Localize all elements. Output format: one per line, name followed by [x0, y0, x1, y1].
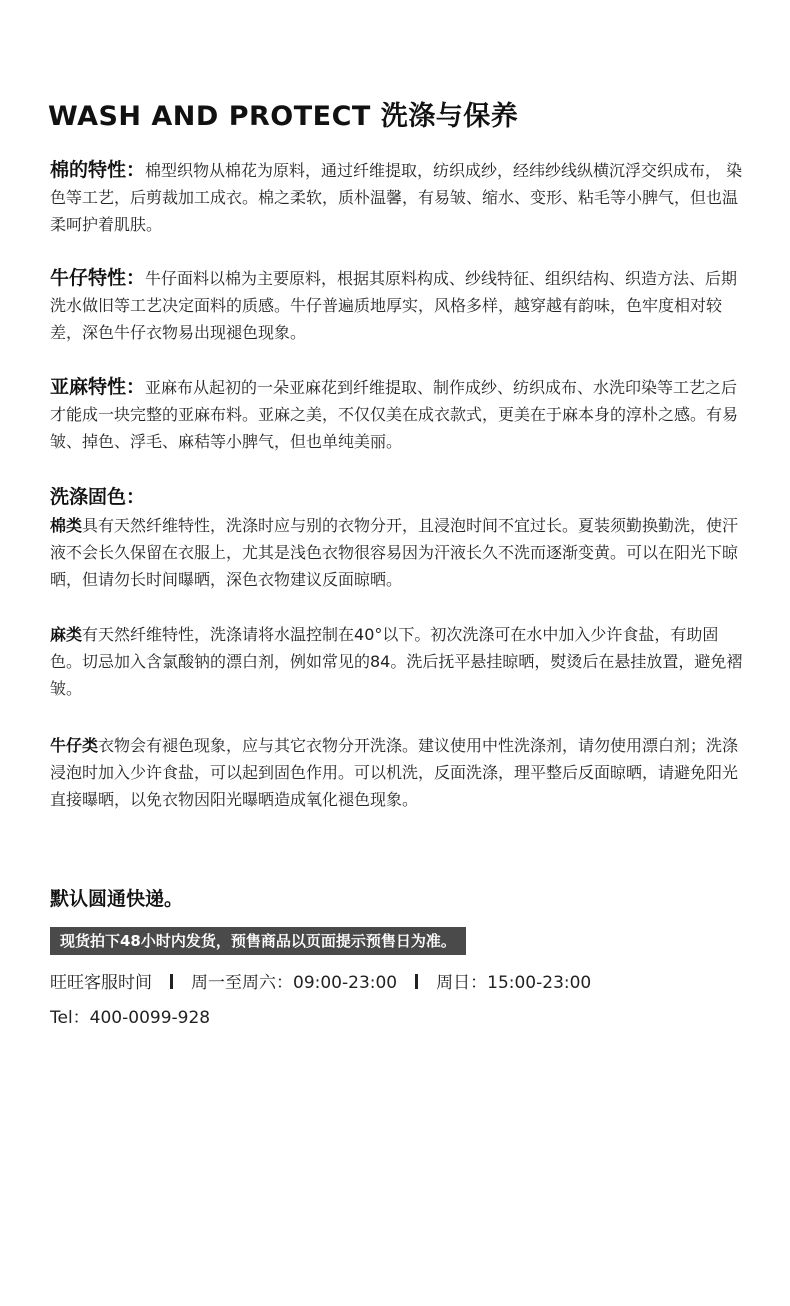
- wash-item-lead: 麻类: [50, 625, 83, 644]
- telephone: Tel：400-0099-928: [50, 1008, 211, 1028]
- denim-text: 牛仔面料以棉为主要原料，根据其原料构成、纱线特征、组织结构、织造方法、后期洗水做旧等工艺决定面料的质感。牛仔普遍质地厚实，风格多样，越穿越有韵味，色牢度相对较差，深色牛仔衣物易出现褪色现象。: [50, 269, 738, 342]
- wash-item-linen: [50, 621, 744, 702]
- wash-item-lead: 牛仔类: [50, 736, 99, 755]
- wash-item-text: 有天然纤维特性，洗涤请将水温控制在40°以下。初次洗涤可在水中加入少许食盐，有助固色。切忌加入含氯酸钠的漂白剂，例如常见的84。洗后抚平悬挂晾晒，熨烫后在悬挂放置，避免褶皱。: [50, 625, 743, 698]
- wash-item-lead: 棉类: [50, 516, 83, 535]
- sunday-hours: 周日：15:00-23:00: [436, 973, 592, 993]
- cotton-section: [50, 157, 744, 238]
- linen-text: 亚麻布从起初的一朵亚麻花到纤维提取、制作成纱、纺织成布、水洗印染等工艺之后才能成一块完整的亚麻布料。亚麻之美，不仅仅美在成衣款式，更美在于麻本身的淳朴之感。有易皱、掉色、浮毛、麻秸等小脾气，但也单纯美丽。: [50, 378, 739, 451]
- shipping-title: 默认圆通快递。: [50, 888, 184, 910]
- wash-item-cotton: [50, 512, 744, 593]
- shipping-notice-banner: 现货拍下48小时内发货，预售商品以页面提示预售日为准。: [50, 927, 466, 955]
- service-hours: [50, 968, 591, 993]
- wash-item-text: 衣物会有褪色现象，应与其它衣物分开洗涤。建议使用中性洗涤剂，请勿使用漂白剂；洗涤浸泡时加入少许食盐，可以起到固色作用。可以机洗，反面洗涤，理平整后反面晾晒，请避免阳光直接曝晒，以免衣物因阳光曝晒造成氧化褪色现象。: [50, 736, 739, 809]
- wash-section: [50, 482, 744, 593]
- separator: [170, 974, 173, 989]
- denim-section: [50, 265, 744, 346]
- linen-heading: 亚麻特性：: [50, 376, 146, 398]
- linen-section: [50, 374, 744, 455]
- separator: [415, 974, 418, 989]
- cotton-heading: 棉的特性：: [50, 159, 146, 181]
- weekday-hours: 周一至周六：09:00-23:00: [191, 973, 398, 993]
- wash-item-text: 具有天然纤维特性，洗涤时应与别的衣物分开，且浸泡时间不宜过长。夏装须勤换勤洗，使汗液不会长久保留在衣服上，尤其是浅色衣物很容易因为汗液长久不洗而逐渐变黄。可以在阳光下晾晒，但请勿长时间曝晒，深色衣物建议反面晾晒。: [50, 516, 739, 589]
- wash-item-denim: [50, 732, 744, 813]
- cotton-text: 棉型织物从棉花为原料，通过纤维提取，纺织成纱，经纬纱线纵横沉浮交织成布， 染色等工艺，后剪裁加工成衣。棉之柔软，质朴温馨，有易皱、缩水、变形、粘毛等小脾气，但也温柔呵护着肌肤。: [50, 161, 743, 234]
- wash-heading: 洗涤固色：: [50, 486, 146, 508]
- service-label: 旺旺客服时间: [50, 973, 152, 993]
- denim-heading: 牛仔特性：: [50, 267, 146, 289]
- page-title: WASH AND PROTECT 洗涤与保养: [48, 101, 519, 132]
